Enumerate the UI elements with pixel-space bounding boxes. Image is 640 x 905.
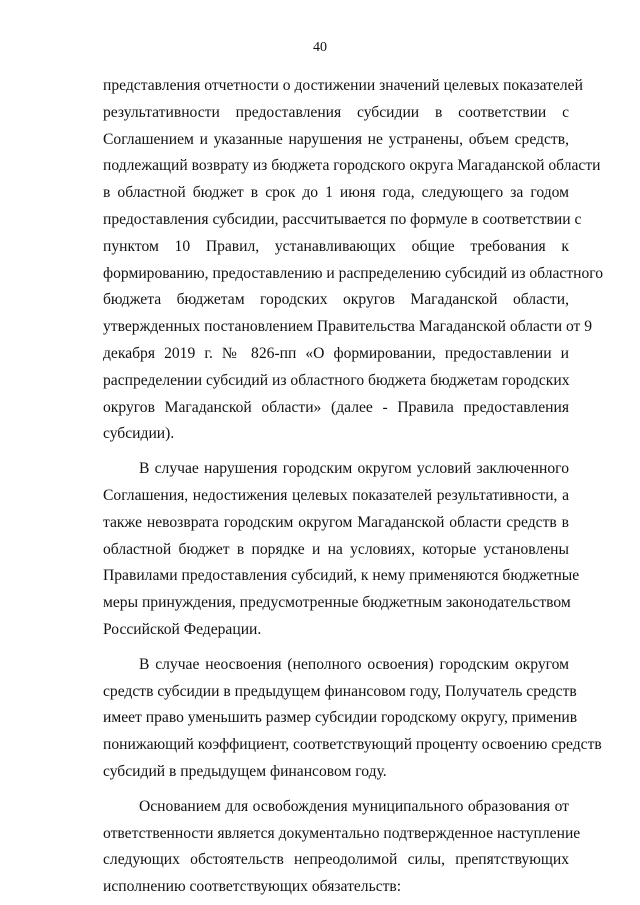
text-line: понижающий коэффициент, соответствующий проценту освоению средств <box>103 736 602 754</box>
text-line: Соглашения, недостижения целевых показателей результативности, а <box>103 486 569 504</box>
text-line: бюджета бюджетам городских округов Магаданской области, <box>103 291 569 309</box>
paragraph <box>103 652 602 786</box>
text-line: утвержденных постановлением Правительства Магаданской области от 9 <box>103 318 593 336</box>
text-line: В случае нарушения городским округом условий заключенного <box>139 460 569 478</box>
text-line: также невозврата городским округом Магаданской области средств в <box>103 513 569 531</box>
text-line: ответственности является документально подтвержденное наступление <box>103 824 581 842</box>
text-line: Правилами предоставления субсидий, к нему применяются бюджетные <box>103 567 580 585</box>
paragraph <box>103 456 580 644</box>
text-line: исполнению соответствующих обязательств: <box>103 878 402 896</box>
text-line: Соглашением и указанные нарушения не устранены, объем средств, <box>103 130 569 148</box>
text-line: средств субсидии в предыдущем финансовом году, Получатель средств <box>103 682 577 700</box>
text-line: меры принуждения, предусмотренные бюджетным законодательством <box>103 594 571 612</box>
text-line: представления отчетности о достижении значений целевых показателей <box>103 77 583 94</box>
text-line: распределении субсидий из областного бюджета бюджетам городских <box>103 371 570 389</box>
text-line: формированию, предоставлению и распределению субсидий из областного <box>103 264 604 282</box>
text-line: Основанием для освобождения муниципального образования от <box>139 797 569 815</box>
text-line: В случае неосвоения (неполного освоения) городским округом <box>139 655 569 673</box>
paragraph <box>103 73 604 448</box>
text-line: декабря 2019 г. № 826-пп «О формировании, предоставлении и <box>103 344 569 362</box>
text-line: областной бюджет в порядке и на условиях, которые установлены <box>103 540 569 558</box>
text-line: пунктом 10 Правил, устанавливающих общие требования к <box>103 237 569 255</box>
text-line: в областной бюджет в срок до 1 июня года, следующего за годом <box>103 184 569 202</box>
text-line: результативности предоставления субсидии в соответствии с <box>103 103 569 121</box>
text-line: имеет право уменьшить размер субсидии городскому округу, применив <box>103 709 578 727</box>
text-line: субсидии). <box>103 425 175 443</box>
text-line: субсидий в предыдущем финансовом году. <box>103 762 387 780</box>
text-line: предоставления субсидии, рассчитывается по формуле в соответствии с <box>103 210 582 228</box>
text-line: подлежащий возврату из бюджета городского округа Магаданской области <box>103 157 601 175</box>
document-body <box>103 73 604 901</box>
page-number: 40 <box>313 40 327 55</box>
paragraph <box>103 794 581 901</box>
text-line: округов Магаданской области» (далее - Правила предоставления <box>103 398 569 416</box>
text-line: следующих обстоятельств непреодолимой силы, препятствующих <box>103 851 569 869</box>
text-line: Российской Федерации. <box>103 620 262 638</box>
